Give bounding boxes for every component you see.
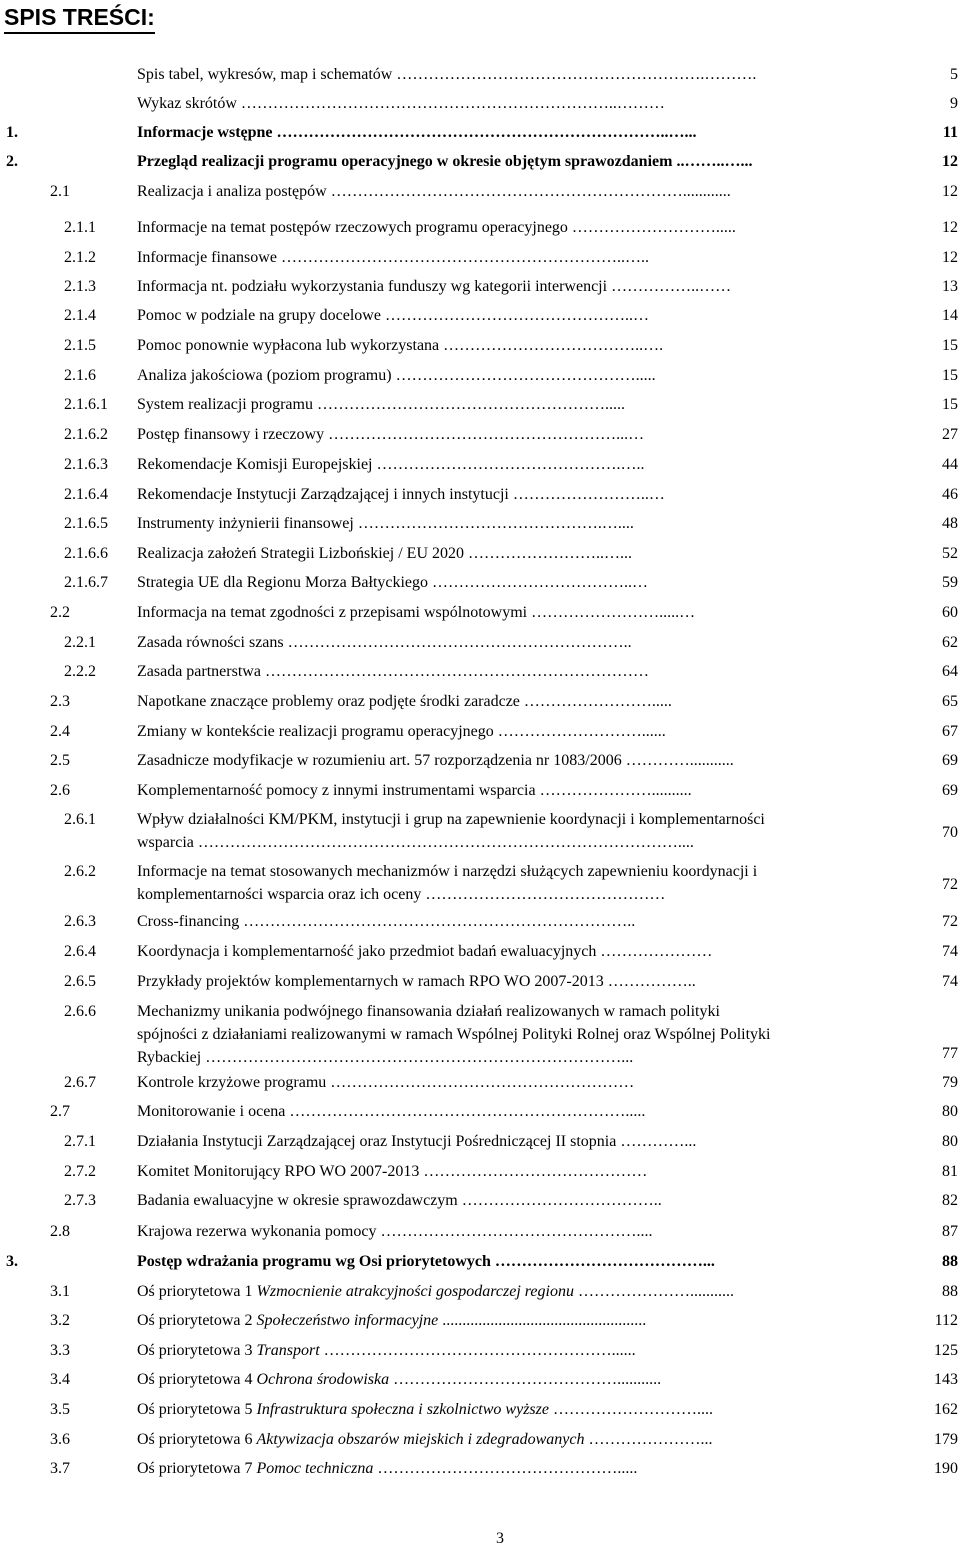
entry-page: 162 bbox=[934, 1401, 958, 1418]
entry-number: 2.1.6.5 bbox=[64, 515, 108, 532]
dot-leader: ………………………………………………...... bbox=[319, 1342, 636, 1359]
entry-number: 3.5 bbox=[50, 1401, 70, 1418]
entry-label: Kontrole krzyżowe programu bbox=[137, 1074, 327, 1091]
entry-number: 2.1.6 bbox=[64, 367, 96, 384]
dot-leader: ................................................... bbox=[438, 1312, 647, 1329]
entry-page: 44 bbox=[942, 456, 958, 473]
entry-title bbox=[137, 393, 882, 416]
entry-page: 82 bbox=[942, 1192, 958, 1209]
entry-label: Strategia UE dla Regionu Morza Bałtyckiego bbox=[137, 574, 429, 591]
entry-title bbox=[137, 1428, 882, 1451]
entry-title bbox=[137, 92, 882, 115]
entry-page: 88 bbox=[942, 1253, 958, 1270]
entry-title bbox=[137, 334, 882, 357]
entry-label: Oś priorytetowa 6 bbox=[137, 1431, 257, 1448]
entry-label: Pomoc ponownie wypłacona lub wykorzystana bbox=[137, 337, 440, 354]
entry-page: 80 bbox=[942, 1133, 958, 1150]
entry-number: 3.4 bbox=[50, 1371, 70, 1388]
entry-number: 2.1.6.6 bbox=[64, 545, 108, 562]
entry-label: Spis tabel, wykresów, map i schematów bbox=[137, 66, 393, 83]
entry-number: 2.1.2 bbox=[64, 249, 96, 266]
dot-leader: ……………………………………………………………….. bbox=[239, 913, 636, 930]
entry-number: 2.3 bbox=[50, 693, 70, 710]
dot-leader: ..……..…... bbox=[672, 153, 753, 170]
entry-label: Zasadnicze modyfikacje w rozumieniu art. 57 rozporządzenia nr 1083/2006 bbox=[137, 752, 622, 769]
entry-title bbox=[137, 601, 882, 624]
entry-label-continued: Rybackiej bbox=[137, 1049, 202, 1066]
entry-title bbox=[137, 690, 882, 713]
entry-number: 2.2.2 bbox=[64, 663, 96, 680]
entry-page: 12 bbox=[942, 183, 958, 200]
entry-label: Oś priorytetowa 4 bbox=[137, 1371, 257, 1388]
dot-leader: ……………………………………….….. bbox=[372, 456, 645, 473]
entry-title bbox=[137, 571, 882, 594]
dot-leader: ……………………………………………………………… bbox=[260, 663, 649, 680]
entry-label: Wykaz skrótów bbox=[137, 95, 237, 112]
entry-number: 3. bbox=[6, 1253, 18, 1270]
entry-page: 14 bbox=[942, 307, 958, 324]
entry-label: Przegląd realizacji programu operacyjnego w okresie objętym sprawozdaniem bbox=[137, 153, 673, 170]
dot-leader: ………………………………………………….………. bbox=[392, 66, 757, 83]
entry-label: Pomoc w podziale na grupy docelowe bbox=[137, 307, 381, 324]
entry-label: Zasada równości szans bbox=[137, 634, 284, 651]
entry-number: 2.6.2 bbox=[64, 863, 96, 880]
entry-page: 52 bbox=[942, 545, 958, 562]
entry-number: 3.2 bbox=[50, 1312, 70, 1329]
entry-page: 70 bbox=[942, 824, 958, 841]
entry-title bbox=[137, 246, 882, 269]
entry-number: 2.1.4 bbox=[64, 307, 96, 324]
entry-page: 87 bbox=[942, 1223, 958, 1240]
entry-number: 2.2.1 bbox=[64, 634, 96, 651]
entry-label: Rekomendacje Instytucji Zarządzającej i innych instytucji bbox=[137, 486, 509, 503]
entry-number: 2.7.1 bbox=[64, 1133, 96, 1150]
entry-title bbox=[137, 1398, 882, 1421]
entry-number: 2.1.3 bbox=[64, 278, 96, 295]
entry-label: Koordynacja i komplementarność jako przedmiot badań ewaluacyjnych bbox=[137, 943, 597, 960]
entry-page: 190 bbox=[934, 1460, 958, 1477]
entry-title bbox=[137, 453, 882, 476]
entry-number: 2.7 bbox=[50, 1103, 70, 1120]
entry-page: 12 bbox=[942, 249, 958, 266]
entry-title bbox=[137, 860, 883, 906]
entry-page: 64 bbox=[942, 663, 958, 680]
entry-page: 81 bbox=[942, 1163, 958, 1180]
entry-title bbox=[137, 1280, 882, 1303]
entry-label: Postęp finansowy i rzeczowy bbox=[137, 426, 325, 443]
entry-title bbox=[137, 423, 882, 446]
entry-number: 3.7 bbox=[50, 1460, 70, 1477]
dot-leader: …………….. bbox=[603, 973, 696, 990]
dot-leader: ……………………………………………………………………………….... bbox=[193, 834, 694, 851]
entry-label: Zmiany w kontekście realizacji programu operacyjnego bbox=[137, 723, 494, 740]
entry-number: 3.3 bbox=[50, 1342, 70, 1359]
entry-number: 2.1.6.3 bbox=[64, 456, 108, 473]
dot-leader: …………... bbox=[616, 1133, 697, 1150]
axis-name: Aktywizacja obszarów miejskich i zdegradowanych bbox=[256, 1431, 585, 1448]
dot-leader: ……………………..… bbox=[508, 486, 665, 503]
entry-page: 27 bbox=[942, 426, 958, 443]
dot-leader: …………………………………… bbox=[419, 1163, 648, 1180]
entry-label: Informacje na temat stosowanych mechanizmów i narzędzi służących zapewnieniu koordynacji i bbox=[137, 863, 758, 880]
dot-leader: …………………….....… bbox=[527, 604, 696, 621]
entry-title bbox=[137, 1189, 882, 1212]
entry-number: 2.8 bbox=[50, 1223, 70, 1240]
axis-name: Ochrona środowiska bbox=[256, 1371, 390, 1388]
dot-leader: ………………………………………..... bbox=[373, 1460, 638, 1477]
entry-title bbox=[137, 180, 882, 203]
entry-title bbox=[137, 749, 882, 772]
entry-page: 67 bbox=[942, 723, 958, 740]
entry-title bbox=[137, 660, 882, 683]
entry-title bbox=[137, 364, 882, 387]
entry-page: 143 bbox=[934, 1371, 958, 1388]
dot-leader: ………………… bbox=[596, 943, 713, 960]
dot-leader: ………………………...... bbox=[493, 723, 666, 740]
entry-number: 2. bbox=[6, 153, 18, 170]
entry-page: 74 bbox=[942, 973, 958, 990]
dot-leader: ………………………………………….... bbox=[376, 1223, 653, 1240]
dot-leader: ……………………………………….….... bbox=[353, 515, 634, 532]
entry-label: Monitorowanie i ocena bbox=[137, 1103, 286, 1120]
entry-title bbox=[137, 512, 882, 535]
entry-label: Cross-financing bbox=[137, 913, 240, 930]
entry-title bbox=[137, 216, 882, 239]
dot-leader: ………………………………………………………..... bbox=[285, 1103, 646, 1120]
entry-page: 62 bbox=[942, 634, 958, 651]
entry-page: 15 bbox=[942, 367, 958, 384]
dot-leader: ………………………………………..... bbox=[391, 367, 656, 384]
dot-leader: …………………………………... bbox=[490, 1253, 715, 1270]
dot-leader: …………........... bbox=[621, 752, 734, 769]
entry-label: Informacje wstępne bbox=[137, 124, 273, 141]
entry-page: 48 bbox=[942, 515, 958, 532]
dot-leader: ……………………………………………………………………... bbox=[201, 1049, 634, 1066]
dot-leader: ……………………………………… bbox=[421, 886, 666, 903]
entry-page: 65 bbox=[942, 693, 958, 710]
entry-number: 1. bbox=[6, 124, 18, 141]
entry-label: Informacja na temat zgodności z przepisami wspólnotowymi bbox=[137, 604, 528, 621]
entry-number: 2.7.3 bbox=[64, 1192, 96, 1209]
entry-title bbox=[137, 275, 882, 298]
entry-title bbox=[137, 1368, 882, 1391]
entry-page: 72 bbox=[942, 876, 958, 893]
dot-leader: ………………………………………………...… bbox=[324, 426, 645, 443]
entry-label: Instrumenty inżynierii finansowej bbox=[137, 515, 354, 532]
entry-title bbox=[137, 63, 882, 86]
entry-label-continued: komplementarności wsparcia oraz ich oceny bbox=[137, 886, 422, 903]
dot-leader: ……………………………………………………………..……… bbox=[236, 95, 665, 112]
entry-number: 2.1.1 bbox=[64, 219, 96, 236]
entry-number: 2.1.6.1 bbox=[64, 396, 108, 413]
entry-label: Mechanizmy unikania podwójnego finansowania działań realizowanych w ramach polityki bbox=[137, 1003, 720, 1020]
entry-label: Komplementarność pomocy z innymi instrumentami wsparcia bbox=[137, 782, 536, 799]
entry-number: 2.7.2 bbox=[64, 1163, 96, 1180]
entry-title bbox=[137, 1250, 882, 1273]
entry-title bbox=[137, 808, 883, 854]
entry-number: 2.6.3 bbox=[64, 913, 96, 930]
entry-page: 15 bbox=[942, 396, 958, 413]
entry-title bbox=[137, 1160, 882, 1183]
entry-page: 12 bbox=[942, 153, 958, 170]
entry-page: 12 bbox=[942, 219, 958, 236]
axis-name: Pomoc techniczna bbox=[256, 1460, 374, 1477]
entry-title bbox=[137, 910, 882, 933]
entry-page: 80 bbox=[942, 1103, 958, 1120]
entry-title bbox=[137, 150, 882, 173]
entry-page: 5 bbox=[950, 66, 958, 83]
entry-label: Analiza jakościowa (poziom programu) bbox=[137, 367, 392, 384]
entry-label: Komitet Monitorujący RPO WO 2007-2013 bbox=[137, 1163, 420, 1180]
dot-leader: ……………..…… bbox=[607, 278, 732, 295]
entry-title bbox=[137, 631, 882, 654]
entry-label: Informacje na temat postępów rzeczowych programu operacyjnego bbox=[137, 219, 568, 236]
dot-leader: ………………………..... bbox=[567, 219, 736, 236]
entry-label-continued: spójności z działaniami realizowanymi w ramach Wspólnej Polityki Rolnej oraz Wspólnej Polityki bbox=[137, 1026, 771, 1043]
axis-name: Transport bbox=[256, 1342, 320, 1359]
entry-label: Badania ewaluacyjne w okresie sprawozdawczym bbox=[137, 1192, 458, 1209]
entry-label: Napotkane znaczące problemy oraz podjęte środki zaradcze bbox=[137, 693, 520, 710]
entry-label: Działania Instytucji Zarządzającej oraz Instytucji Pośredniczącej II stopnia bbox=[137, 1133, 617, 1150]
entry-title bbox=[137, 1100, 882, 1123]
entry-label: Wpływ działalności KM/PKM, instytucji i grup na zapewnienie koordynacji i komplementarności bbox=[137, 811, 765, 828]
entry-label: Oś priorytetowa 7 bbox=[137, 1460, 257, 1477]
entry-number: 2.1 bbox=[50, 183, 70, 200]
entry-number: 3.1 bbox=[50, 1283, 70, 1300]
entry-title bbox=[137, 1000, 883, 1069]
entry-number: 2.1.5 bbox=[64, 337, 96, 354]
entry-title bbox=[137, 1339, 882, 1362]
entry-number: 2.6 bbox=[50, 782, 70, 799]
entry-title bbox=[137, 940, 882, 963]
page-number: 3 bbox=[496, 1530, 504, 1547]
dot-leader: ……………………………………........... bbox=[389, 1371, 662, 1388]
entry-title bbox=[137, 970, 882, 993]
entry-number: 2.6.5 bbox=[64, 973, 96, 990]
entry-label: Informacje finansowe bbox=[137, 249, 277, 266]
entry-page: 74 bbox=[942, 943, 958, 960]
entry-label-continued: wsparcia bbox=[137, 834, 194, 851]
entry-label: Informacja nt. podziału wykorzystania funduszy wg kategorii interwencji bbox=[137, 278, 608, 295]
entry-title bbox=[137, 720, 882, 743]
entry-number: 2.6.4 bbox=[64, 943, 96, 960]
entry-page: 79 bbox=[942, 1074, 958, 1091]
dot-leader: ……………………..…... bbox=[464, 545, 632, 562]
entry-page: 69 bbox=[942, 782, 958, 799]
entry-label: System realizacji programu bbox=[137, 396, 313, 413]
dot-leader: …………………………………………………………............ bbox=[326, 183, 731, 200]
entry-number: 2.4 bbox=[50, 723, 70, 740]
entry-page: 11 bbox=[942, 124, 958, 141]
dot-leader: ………………………………………………………………..…... bbox=[272, 124, 697, 141]
dot-leader: …………………... bbox=[584, 1431, 713, 1448]
entry-page: 15 bbox=[942, 337, 958, 354]
entry-title bbox=[137, 1071, 882, 1094]
entry-number: 3.6 bbox=[50, 1431, 70, 1448]
axis-name: Społeczeństwo informacyjne bbox=[256, 1312, 439, 1329]
entry-label: Oś priorytetowa 2 bbox=[137, 1312, 257, 1329]
toc-heading: SPIS TREŚCI: bbox=[4, 2, 155, 34]
entry-label: Rekomendacje Komisji Europejskiej bbox=[137, 456, 373, 473]
entry-label: Zasada partnerstwa bbox=[137, 663, 261, 680]
entry-number: 2.2 bbox=[50, 604, 70, 621]
dot-leader: ……………………….... bbox=[548, 1401, 713, 1418]
entry-title bbox=[137, 779, 882, 802]
entry-page: 77 bbox=[942, 1045, 958, 1062]
entry-title bbox=[137, 1309, 882, 1332]
dot-leader: ………………….......... bbox=[535, 782, 692, 799]
entry-number: 2.1.6.4 bbox=[64, 486, 108, 503]
entry-page: 9 bbox=[950, 95, 958, 112]
dot-leader: …………………........... bbox=[573, 1283, 734, 1300]
entry-number: 2.5 bbox=[50, 752, 70, 769]
entry-number: 2.1.6.2 bbox=[64, 426, 108, 443]
entry-label: Oś priorytetowa 1 bbox=[137, 1283, 257, 1300]
entry-number: 2.6.7 bbox=[64, 1074, 96, 1091]
dot-leader: ………………………………………..… bbox=[380, 307, 649, 324]
entry-title bbox=[137, 483, 882, 506]
entry-title bbox=[137, 121, 882, 144]
dot-leader: ……………………..... bbox=[519, 693, 672, 710]
entry-label: Realizacja i analiza postępów bbox=[137, 183, 327, 200]
entry-label: Oś priorytetowa 3 bbox=[137, 1342, 257, 1359]
dot-leader: ………………………………………………………..….. bbox=[276, 249, 649, 266]
entry-label: Krajowa rezerwa wykonania pomocy bbox=[137, 1223, 377, 1240]
entry-page: 69 bbox=[942, 752, 958, 769]
dot-leader: ………………………………………………… bbox=[326, 1074, 635, 1091]
dot-leader: ………………………………………………..... bbox=[312, 396, 625, 413]
entry-label: Postęp wdrażania programu wg Osi priorytetowych bbox=[137, 1253, 491, 1270]
entry-page: 13 bbox=[942, 278, 958, 295]
axis-name: Infrastruktura społeczna i szkolnictwo wyższe bbox=[256, 1401, 549, 1418]
entry-number: 2.6.1 bbox=[64, 811, 96, 828]
entry-title bbox=[137, 1220, 882, 1243]
entry-title bbox=[137, 542, 882, 565]
entry-page: 88 bbox=[942, 1283, 958, 1300]
entry-title bbox=[137, 304, 882, 327]
entry-page: 72 bbox=[942, 913, 958, 930]
entry-page: 60 bbox=[942, 604, 958, 621]
entry-number: 2.1.6.7 bbox=[64, 574, 108, 591]
dot-leader: ……………………………………………………….. bbox=[283, 634, 632, 651]
entry-label: Przykłady projektów komplementarnych w ramach RPO WO 2007-2013 bbox=[137, 973, 604, 990]
entry-page: 46 bbox=[942, 486, 958, 503]
entry-label: Realizacja założeń Strategii Lizbońskiej / EU 2020 bbox=[137, 545, 464, 562]
entry-title bbox=[137, 1457, 882, 1480]
entry-page: 59 bbox=[942, 574, 958, 591]
entry-page: 179 bbox=[934, 1431, 958, 1448]
dot-leader: ………………………………..…. bbox=[439, 337, 664, 354]
entry-label: Oś priorytetowa 5 bbox=[137, 1401, 257, 1418]
entry-number: 2.6.6 bbox=[64, 1003, 96, 1020]
axis-name: Wzmocnienie atrakcyjności gospodarczej regionu bbox=[256, 1283, 574, 1300]
entry-title bbox=[137, 1130, 882, 1153]
entry-page: 112 bbox=[934, 1312, 958, 1329]
entry-page: 125 bbox=[934, 1342, 958, 1359]
dot-leader: ……………………………….. bbox=[457, 1192, 662, 1209]
dot-leader: ………………………………..… bbox=[428, 574, 649, 591]
